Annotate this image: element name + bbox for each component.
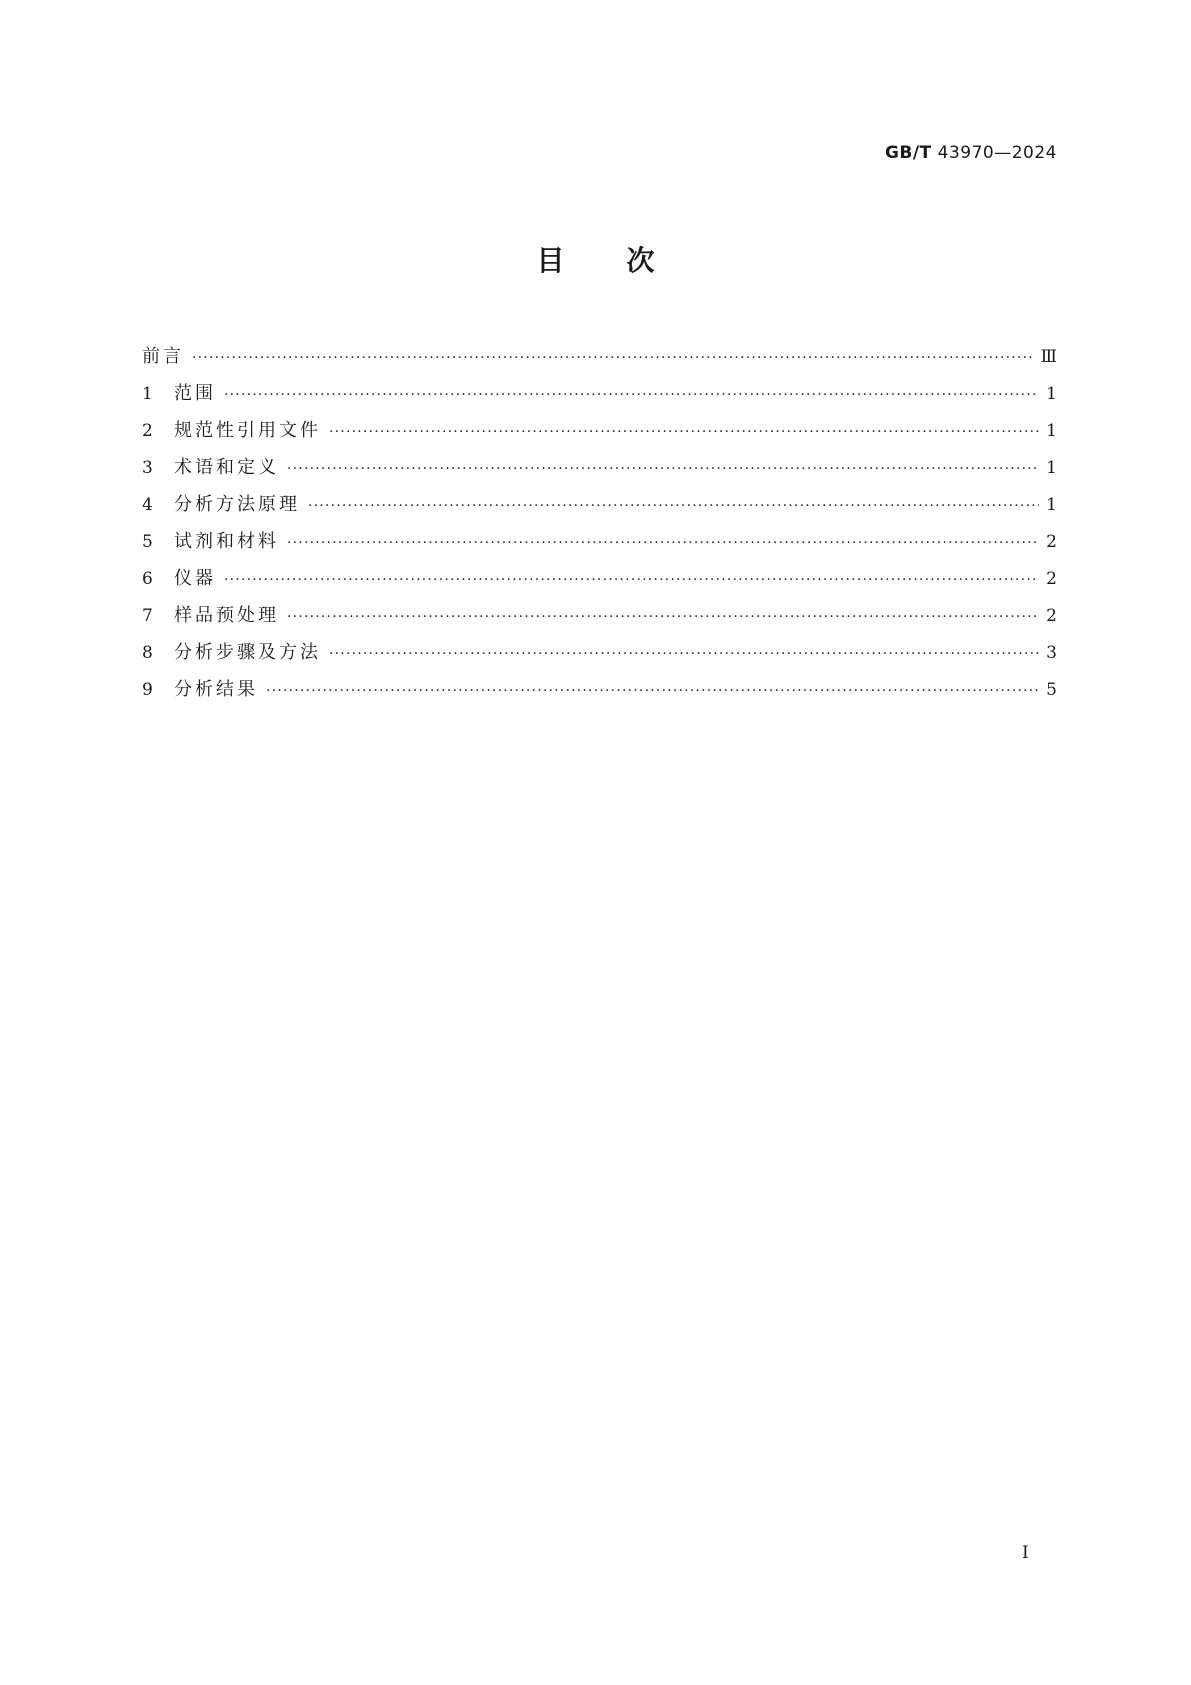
toc-entry-number: 2 — [142, 421, 153, 441]
toc-entry-number: 5 — [142, 532, 153, 552]
toc-entry-results[interactable] — [142, 671, 1057, 708]
toc-entry-number: 7 — [142, 606, 153, 626]
toc-leader-dots — [308, 488, 1039, 525]
toc-entry-label: 分析方法原理 — [174, 494, 300, 515]
toc-entry-normative-references[interactable] — [142, 412, 1057, 449]
toc-leader-dots — [266, 673, 1039, 710]
toc-entry-page: 2 — [1046, 606, 1057, 626]
toc-entry-apparatus[interactable] — [142, 560, 1057, 597]
toc-leader-dots — [287, 599, 1039, 636]
toc-entry-terms-definitions[interactable] — [142, 449, 1057, 486]
toc-entry-label: 仪器 — [174, 568, 216, 589]
toc-leader-dots — [192, 340, 1035, 377]
toc-entry-number: 6 — [142, 569, 153, 589]
toc-entry-procedure[interactable] — [142, 634, 1057, 671]
toc-entry-page: 2 — [1046, 569, 1057, 589]
toc-leader-dots — [224, 377, 1039, 414]
toc-leader-dots — [224, 562, 1039, 599]
toc-entry-page: Ⅲ — [1040, 347, 1057, 367]
toc-entry-page: 1 — [1046, 384, 1057, 404]
toc-title-char: 次 — [626, 244, 655, 277]
toc-entry-label: 术语和定义 — [174, 457, 279, 478]
toc-leader-dots — [329, 636, 1039, 673]
page-number: Ⅰ — [1022, 1543, 1029, 1563]
toc-entry-page: 1 — [1046, 421, 1057, 441]
toc-leader-dots — [329, 414, 1039, 451]
toc-entry-label: 样品预处理 — [174, 605, 279, 626]
toc-entry-label: 试剂和材料 — [174, 531, 279, 552]
toc-entry-label: 范围 — [174, 383, 216, 404]
toc-entry-number: 8 — [142, 643, 153, 663]
toc-entry-scope[interactable] — [142, 375, 1057, 412]
toc-entry-number: 3 — [142, 458, 153, 478]
toc-entry-foreword[interactable] — [142, 338, 1057, 375]
toc-entry-sample-pretreatment[interactable] — [142, 597, 1057, 634]
toc-entry-page: 1 — [1046, 458, 1057, 478]
toc-entry-label: 规范性引用文件 — [174, 420, 321, 441]
toc-entry-number: 4 — [142, 495, 153, 515]
toc-entry-label: 分析步骤及方法 — [174, 642, 321, 663]
toc-entry-number: 9 — [142, 680, 153, 700]
standard-number: 43970—2024 — [937, 143, 1057, 163]
toc-leader-dots — [287, 525, 1039, 562]
toc-title — [0, 241, 1191, 281]
toc-entry-number: 1 — [142, 384, 153, 404]
toc-entry-page: 5 — [1046, 680, 1057, 700]
toc-entry-label: 分析结果 — [174, 679, 258, 700]
toc-entry-page: 3 — [1046, 643, 1057, 663]
toc-leader-dots — [287, 451, 1039, 488]
toc-entry-page: 1 — [1046, 495, 1057, 515]
table-of-contents — [142, 338, 1057, 708]
toc-entry-label: 前言 — [142, 346, 184, 367]
toc-entry-principle[interactable] — [142, 486, 1057, 523]
toc-entry-page: 2 — [1046, 532, 1057, 552]
toc-title-char: 目 — [536, 244, 565, 277]
standard-code — [885, 141, 1057, 165]
toc-entry-reagents[interactable] — [142, 523, 1057, 560]
standard-prefix: GB/T — [884, 143, 932, 163]
